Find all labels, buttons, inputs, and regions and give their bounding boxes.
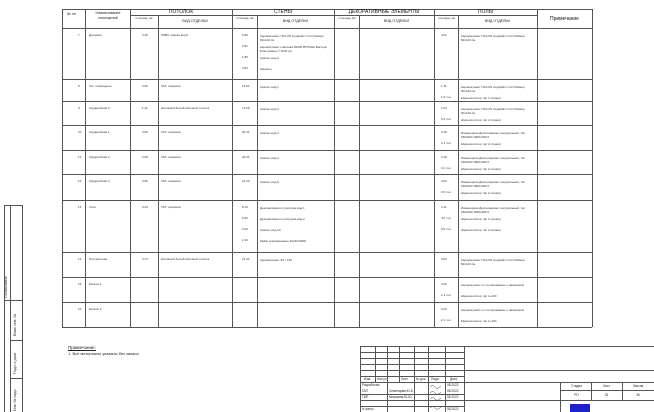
stamp-col-koluch: Кол.уч <box>377 377 387 381</box>
notes-title: Примечание: <box>68 345 96 350</box>
row-floor-finish: Инженерная Доска вариант натуральный, тип 180х600 1800х180 б <box>461 131 526 140</box>
sheet-value: 32 <box>604 393 609 397</box>
row-floor-finish: Шумоизолятор тип 2 (линия) <box>461 142 501 146</box>
row-floor-finish: Шумоизолятор тип 2 (линия) <box>461 191 501 195</box>
row-floor-finish: Шумоизолятор тип 2 (линия) <box>461 228 501 232</box>
row-floor-area: 3,5 п.м. <box>441 190 452 194</box>
row-floor-finish: Шумоизолятор тип 1 (линия) <box>461 217 501 221</box>
row-ceiling-area: 3,49 <box>142 33 148 37</box>
row-wall-finish: Декоративная штукатурка вид.2 <box>260 217 305 221</box>
row-floor-area: 3,11 <box>441 205 447 209</box>
row-floor-area: 3,61 <box>441 33 447 37</box>
row-floor-area: 3,20 <box>441 307 447 311</box>
row-floor-finish: Шумоизолятор тип 1 (линия) <box>461 96 501 100</box>
sheets-header: Листов <box>632 384 644 388</box>
col-walls-header: СТЕНЫ <box>274 9 292 15</box>
row-floor-area: 3,5 п.м. <box>441 227 452 231</box>
row-wall-finish: Краска: вид.1 <box>260 85 279 89</box>
row-room-name: Постирочная <box>89 257 108 261</box>
row-room-name: Душевая <box>89 33 102 37</box>
row-num: 13 <box>78 205 82 209</box>
row-room-name: Гардеробная 3 <box>89 179 110 183</box>
row-floor-finish: Керамогранит по согласованию с заказчиком <box>461 283 525 287</box>
row-floor-area: 3,5 п.м. <box>441 117 452 121</box>
row-wall-area: 2,16 <box>242 238 248 242</box>
row-wall-area: 20,31 <box>242 155 250 159</box>
row-wall-finish: Рейки алюминиевые 40х20х3000 <box>260 239 307 243</box>
row-floor-area: 1,5 п.м. <box>441 95 452 99</box>
stamp-col-doc: № док. <box>416 377 427 381</box>
row-ceiling-finish: ГКЛ, покраска <box>161 130 181 134</box>
row-ceiling-area: 3,73 <box>142 257 148 261</box>
stamp-date-dev: 08.2022 <box>447 383 459 387</box>
row-floor-area: 3,20 <box>441 282 447 286</box>
row-wall-area: 16,61 <box>242 84 250 88</box>
agreed-label: Согласовано <box>4 276 8 298</box>
row-num: 14 <box>78 257 82 261</box>
row-ceiling-finish: ГКЛ, покраска <box>161 179 181 183</box>
row-ceiling-area: 1,41 <box>142 106 148 110</box>
row-wall-finish: Краска: вид.6 <box>260 56 279 60</box>
col-num-header: № пп <box>67 12 76 16</box>
row-room-name: Гардеробная 1 <box>89 130 110 134</box>
stamp-role-gap: ГАП <box>362 389 368 393</box>
row-num: 11 <box>78 155 82 159</box>
row-wall-finish: Керамогранит 60 x 120 <box>260 258 292 262</box>
ceiling-finish-header: ВИД ОТДЕЛКИ <box>182 19 208 23</box>
row-floor-finish: Шумоизолятор тип 2 (линия) <box>461 167 501 171</box>
stamp-col-list: Лист <box>401 377 408 381</box>
row-wall-area: 8,00 <box>242 216 248 220</box>
row-wall-area: 1,86 <box>242 55 248 59</box>
row-floor-finish: Инженерная Доска вариант натуральный, тип 180х600 1800х180 б <box>461 156 526 165</box>
stage-value: РП <box>574 393 579 397</box>
row-wall-finish: Краска: вид.2 <box>260 107 279 111</box>
stamp-date-gip: 08.2022 <box>447 395 459 399</box>
floor-finish-header: ВИД ОТДЕЛКИ <box>484 19 511 23</box>
sheet-header: Лист <box>603 384 610 388</box>
row-floor-area: 1,64 <box>441 106 447 110</box>
row-floor-area: 2,1 п.м. <box>441 318 452 322</box>
row-ceiling-area: 4,66 <box>142 84 148 88</box>
row-floor-area: 4,5 п.м. <box>441 216 452 220</box>
row-wall-finish: Краска: вид.3 <box>260 131 279 135</box>
row-floor-finish: Керамогранит ITALON Серфейс Стил Размер 60х120 см <box>461 85 525 94</box>
col-floor-header: ПОЛЫ <box>477 9 494 15</box>
row-wall-area: 8,10 <box>242 205 248 209</box>
row-ceiling-area: 3,23 <box>142 205 148 209</box>
row-wall-area: 13,08 <box>242 106 250 110</box>
col-note-header: Примечание <box>550 16 579 22</box>
row-floor-finish: Шумоизолятор тип 1+100 <box>461 319 497 323</box>
ceiling-area-header: площадь м2 <box>135 16 153 20</box>
row-floor-area: 3,93 <box>441 257 447 261</box>
row-floor-finish: Керамогранит ITALON Серфейс Стил Размер 60х120 см <box>461 34 525 43</box>
row-ceiling-finish: ГМВЛ, краска вид.6 <box>161 33 189 37</box>
row-wall-finish: Краска: вид.5 <box>260 180 279 184</box>
stamp-role-gip: ГИП <box>362 395 369 399</box>
stage-header: Стадия <box>571 384 582 388</box>
row-room-name: Балкон 1 <box>89 282 102 286</box>
row-wall-area: 6,51 <box>242 44 248 48</box>
stamp-col-date: Дата <box>450 377 458 381</box>
row-floor-finish: Шумоизолятор тип 1+100 <box>461 294 497 298</box>
row-room-name: Холл <box>89 205 97 209</box>
deco-finish-header: ВИД ОТДЕЛКИ <box>383 19 410 23</box>
row-num: 10 <box>78 130 82 134</box>
deco-area-header: площадь м2 <box>338 16 356 20</box>
row-room-name: Тех. помещение <box>89 84 112 88</box>
row-floor-finish: Инженерная Доска вариант натуральный, тип 180х600 1800х180 б <box>461 206 526 215</box>
row-ceiling-finish: Натяжной белый матовый потолок <box>161 106 210 110</box>
stamp-role-dev: Разработал <box>362 383 380 387</box>
row-wall-area: 21,20 <box>242 179 250 183</box>
row-wall-area: 20,31 <box>242 130 250 134</box>
row-floor-area: 3,1 п.м. <box>441 166 452 170</box>
row-floor-area: 2,1 п.м. <box>441 293 452 297</box>
stamp-col-sign: Подп. <box>431 377 440 381</box>
stamp-name-gip: Мнускина Ю.Ю. <box>389 395 413 399</box>
inv-orig-label: Инв. № подл. <box>13 388 17 411</box>
row-ceiling-finish: ГКЛ, покраска <box>161 205 181 209</box>
sheets-value: 36 <box>636 393 640 397</box>
row-wall-finish: Краска: вид.4 <box>260 156 279 160</box>
row-ceiling-finish: ГКЛ, покраска <box>161 155 181 159</box>
row-ceiling-finish: ГКЛ, покраска <box>161 84 181 88</box>
row-num: 9 <box>78 106 80 110</box>
row-wall-finish: Зеркало <box>260 67 272 71</box>
row-floor-area: 4,03 <box>441 179 447 183</box>
row-floor-finish: Керамогранит ITALON Серфейс Стил Размер 60х120 см <box>461 107 525 116</box>
row-wall-area: 3,83 <box>242 66 248 70</box>
row-ceiling-area: 3,86 <box>142 179 148 183</box>
walls-area-header: площадь м2 <box>236 16 254 20</box>
stamp-role-nk: Н.контр. <box>362 407 375 411</box>
row-wall-finish: Керамогранит ITALON Серфейс Стил Размер 60х120 см <box>260 34 324 43</box>
row-room-name: Гардеробная 2 <box>89 155 110 159</box>
row-wall-finish: Краска: вид.10 <box>260 228 281 232</box>
col-room-header: Наименование помещений <box>95 11 121 20</box>
row-floor-finish: Шумоизолятор тип 2 (линия) <box>461 118 501 122</box>
row-wall-finish: Декоративная штукатурка вид.1 <box>260 206 305 210</box>
row-wall-area: 9,96 <box>242 33 248 37</box>
row-ceiling-finish: Натяжной белый матовый потолок <box>161 257 210 261</box>
walls-finish-header: ВИД ОТДЕЛКИ <box>282 19 309 23</box>
stamp-name-gap: Семенцова Ю.Б. <box>389 389 414 393</box>
company-logo <box>570 404 590 412</box>
inv-sub-label: Взам. инв. № <box>13 313 17 336</box>
stamp-col-izm: Изм. <box>364 377 371 381</box>
row-floor-finish: Керамогранит по согласованию с заказчиком <box>461 308 525 312</box>
row-num: 15 <box>78 282 82 286</box>
row-wall-area: 21,41 <box>242 257 250 261</box>
row-ceiling-area: 2,68 <box>142 155 148 159</box>
row-num: 12 <box>78 179 82 183</box>
row-num: 16 <box>78 307 82 311</box>
col-deco-header: ДЕКОРАТИВНЫЕ ЭЛЕМЕНТЫ <box>348 9 420 15</box>
col-ceiling-header: ПОТОЛОК <box>168 9 194 15</box>
row-floor-finish: Инженерная Доска вариант натуральный, тип 180х600 1800х180 б <box>461 180 526 189</box>
row-floor-finish: Керамогранит ITALON Серфейс Стил Размер 60х120 см <box>461 258 525 267</box>
row-floor-area: 2,18 <box>441 155 447 159</box>
row-ceiling-area: 2,68 <box>142 130 148 134</box>
row-floor-area: 1,11 <box>441 84 447 88</box>
floor-area-header: площадь м2 <box>437 16 456 20</box>
row-wall-area: 3,20 <box>242 227 248 231</box>
row-num: 8 <box>78 84 80 88</box>
row-room-name: Гардеробная 0 <box>89 106 110 110</box>
row-room-name: Балкон 2 <box>89 307 102 311</box>
row-wall-finish: Керамогранит классика 60006 ВТРИНА Бастерс Блэк размер 7,5х30 см <box>260 45 328 54</box>
row-num: 7 <box>78 33 80 37</box>
stamp-date-gap: 08.2022 <box>447 389 459 393</box>
signature-scribbles <box>428 383 445 411</box>
row-floor-area: 3,1 п.м. <box>441 141 452 145</box>
stamp-date-nk: 08.2022 <box>447 407 459 411</box>
notes-line-1: 1. Все материалы указаны без запаса <box>68 351 139 356</box>
row-floor-area: 2,18 <box>441 130 447 134</box>
sign-date-label: Подп. и дата <box>13 352 17 374</box>
